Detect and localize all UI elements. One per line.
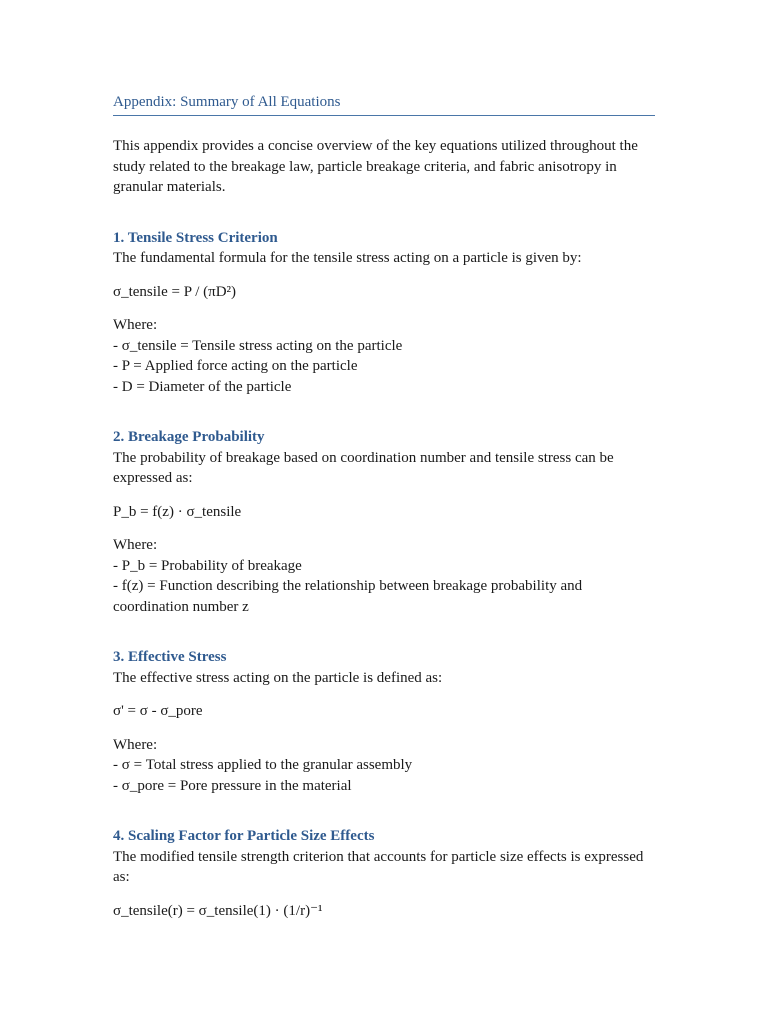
section-description: The modified tensile strength criterion that accounts for particle size effects is expressed as: [113, 848, 644, 885]
section-tensile-stress [113, 228, 655, 398]
section-breakage-probability [113, 427, 655, 617]
where-label: Where: [113, 317, 158, 333]
section-description: The probability of breakage based on coordination number and tensile stress can be expressed as: [113, 449, 614, 486]
section-heading: 1. Tensile Stress Criterion [113, 229, 278, 246]
where-block [113, 535, 655, 617]
section-scaling-factor [113, 826, 655, 921]
where-label: Where: [113, 537, 158, 553]
section-description: The effective stress acting on the particle is defined as: [113, 669, 443, 686]
section-description: The fundamental formula for the tensile stress acting on a particle is given by: [113, 250, 582, 266]
term-item: - D = Diameter of the particle [113, 378, 292, 395]
term-item: - f(z) = Function describing the relationship between breakage probability and coordination number z [113, 578, 583, 615]
term-item: - P = Applied force acting on the particle [113, 358, 358, 374]
section-heading: 3. Effective Stress [113, 649, 227, 665]
intro-paragraph: This appendix provides a concise overview of the key equations utilized throughout the study related to the breakage law, particle breakage criteria, and fabric anisotropy in granular materials. [113, 138, 638, 195]
where-block [113, 315, 655, 397]
document-page [113, 92, 655, 921]
section-heading: 4. Scaling Factor for Particle Size Effects [113, 828, 375, 844]
where-block [113, 735, 655, 797]
term-item: - P_b = Probability of breakage [113, 557, 302, 574]
equation: P_b = f(z) · σ_tensile [113, 503, 242, 520]
term-item: - σ_tensile = Tensile stress acting on the particle [113, 337, 403, 354]
section-effective-stress [113, 647, 655, 796]
page-title: Appendix: Summary of All Equations [113, 92, 655, 116]
equation: σ' = σ - σ_pore [113, 703, 203, 719]
equation: σ_tensile(r) = σ_tensile(1) · (1/r)⁻¹ [113, 902, 323, 919]
term-item: - σ = Total stress applied to the granular assembly [113, 757, 413, 773]
equation: σ_tensile = P / (πD²) [113, 283, 237, 300]
section-heading: 2. Breakage Probability [113, 429, 265, 445]
where-label: Where: [113, 736, 158, 753]
term-item: - σ_pore = Pore pressure in the material [113, 777, 352, 794]
